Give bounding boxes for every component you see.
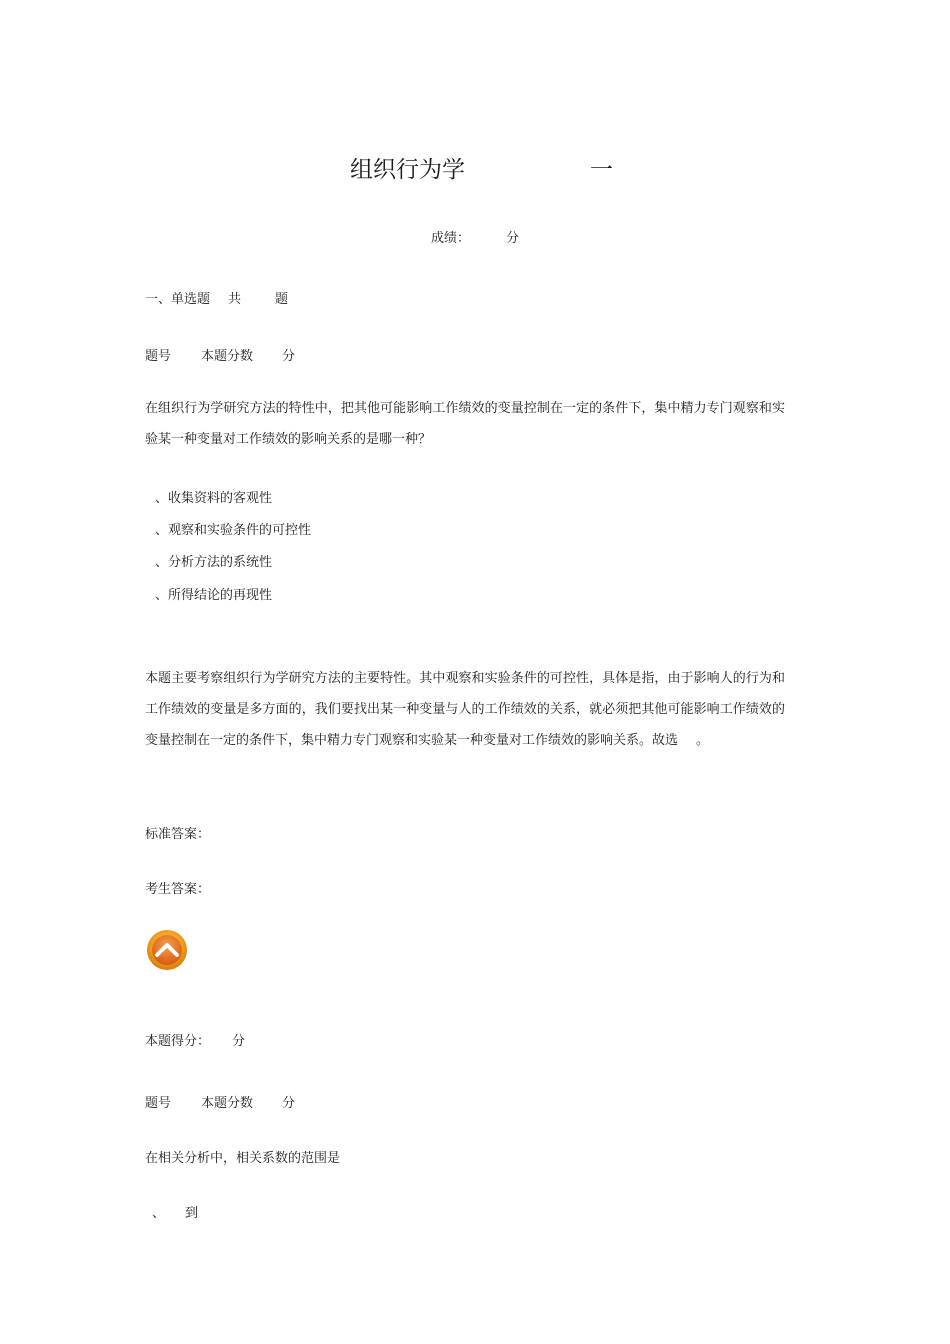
q1-option-d[interactable]: 、所得结论的再现性 <box>155 588 273 603</box>
section-heading-ti: 题 <box>275 292 289 307</box>
q1-option-a[interactable]: 、收集资料的客观性 <box>155 491 273 506</box>
score-label: 成绩： <box>431 231 471 246</box>
q1-number-label: 题号 <box>145 349 172 364</box>
q2-number-label: 题号 <box>145 1096 172 1111</box>
score-unit: 分 <box>506 231 520 246</box>
q2-points-unit: 分 <box>282 1096 296 1111</box>
q1-explanation-end: 。 <box>696 733 710 748</box>
chevron-up-icon[interactable] <box>146 929 188 971</box>
q2-option-prefix[interactable]: 、 <box>152 1206 166 1221</box>
q1-explanation-text: 本题主要考察组织行为学研究方法的主要特性。其中观察和实验条件的可控性，具体是指，由于影响人的行为和工作绩效的变量是多方面的，我们要找出某一种变量与人的工作绩效的关系，就必须把其他可能影响工作绩效的变量控制在一定的条件下，集中精力专门观察和实验某一种变量对工作绩效的影响关系。故选 <box>145 671 785 748</box>
section-heading-gong: 共 <box>228 292 242 307</box>
page-title-left: 组织行为学 <box>350 157 465 183</box>
q1-points-label: 本题分数 <box>201 349 254 364</box>
score-got-unit: 分 <box>232 1034 246 1049</box>
section-heading-prefix: 一、单选题 <box>145 292 211 307</box>
score-got-label: 本题得分： <box>145 1034 211 1049</box>
page-title-right: 一 <box>590 157 613 183</box>
q2-points-label: 本题分数 <box>201 1096 254 1111</box>
q1-option-b[interactable]: 、观察和实验条件的可控性 <box>155 523 312 538</box>
q2-option-to: 到 <box>185 1206 199 1221</box>
q1-points-unit: 分 <box>282 349 296 364</box>
q2-question-text: 在相关分析中，相关系数的范围是 <box>145 1151 341 1166</box>
student-answer-label: 考生答案： <box>145 882 211 897</box>
q1-question-text: 在组织行为学研究方法的特性中，把其他可能影响工作绩效的变量控制在一定的条件下，集中精力专门观察和实验某一种变量对工作绩效的影响关系的是哪一种？ <box>145 401 785 447</box>
q1-option-c[interactable]: 、分析方法的系统性 <box>155 555 273 570</box>
standard-answer-label: 标准答案： <box>145 827 211 842</box>
q1-explanation <box>145 663 785 756</box>
